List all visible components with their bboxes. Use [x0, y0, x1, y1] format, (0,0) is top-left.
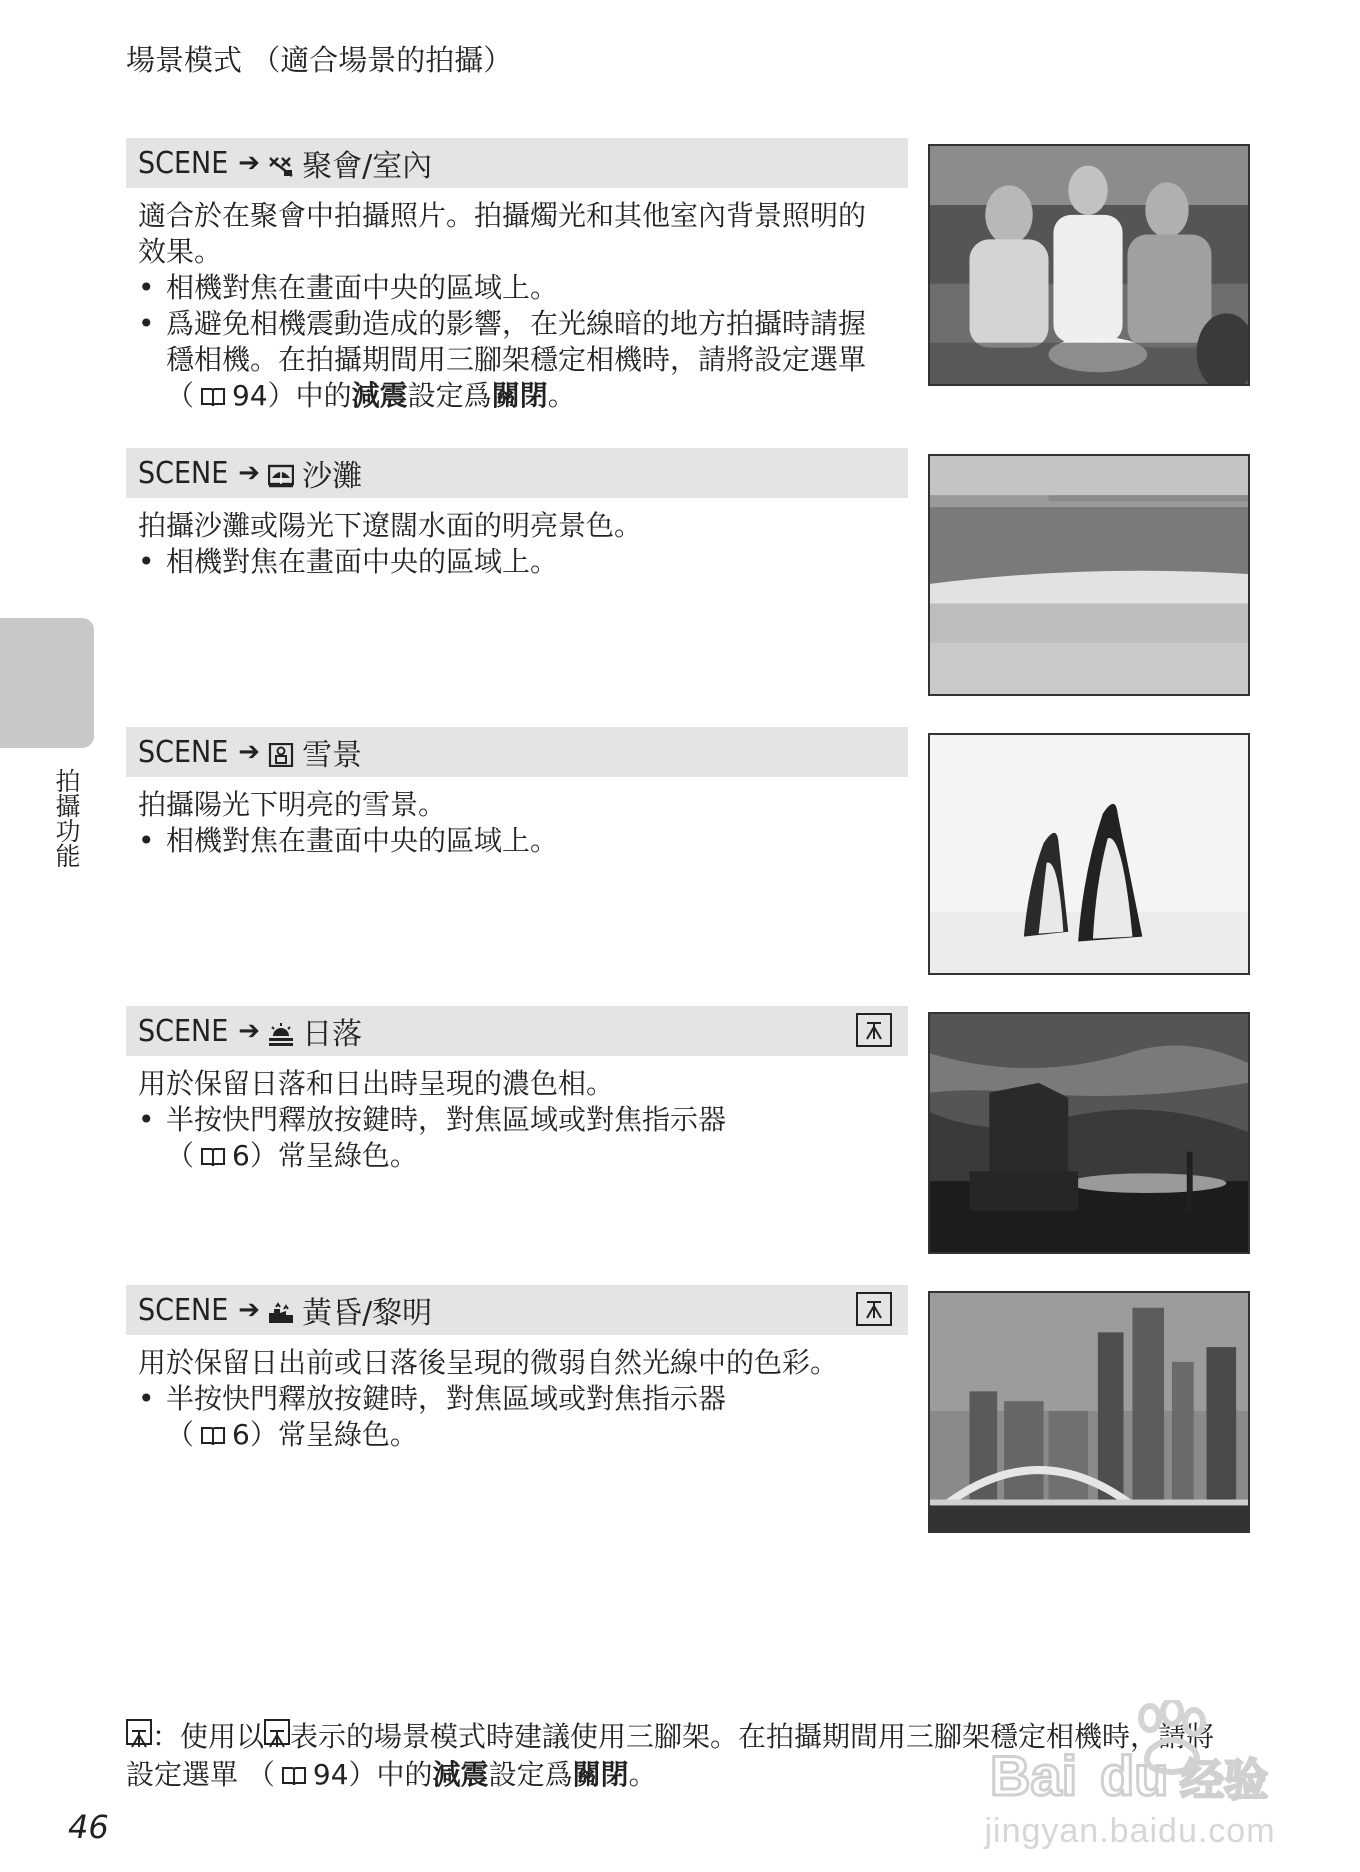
scene-intro: 適合於在聚會中拍攝照片。拍攝燭光和其他室內背景照明的效果。: [138, 199, 867, 268]
sample-photo-party: [928, 144, 1250, 386]
list-item: • 爲避免相機震動造成的影響，在光線暗的地方拍攝時請握穩相機。在拍攝期間用三腳架穩定相機時，請將設定選單 （ 94）中的減震設定爲關閉。: [138, 306, 878, 414]
side-tab-label: 拍攝功能: [52, 768, 81, 868]
list-item: • 相機對焦在畫面中央的區域上。: [138, 544, 878, 580]
scene-header: [126, 448, 908, 498]
page-title: 場景模式 （適合場景的拍攝）: [126, 43, 513, 77]
arrow-icon: ➔: [238, 1295, 261, 1325]
scene-section-party: [126, 138, 1252, 414]
scene-intro: 用於保留日出前或日落後呈現的微弱自然光線中的色彩。: [138, 1346, 839, 1379]
watermark-url: jingyan.baidu.com: [984, 1812, 1276, 1850]
beach-icon: [268, 461, 294, 485]
scene-header: [126, 727, 908, 777]
scene-section-dusk: [126, 1285, 1252, 1453]
tripod-icon: [856, 1292, 892, 1326]
scene-section-sunset: [126, 1006, 1252, 1174]
scene-code: SCENE: [138, 1013, 229, 1049]
snow-icon: [268, 740, 294, 764]
sample-photo-sunset: [928, 1012, 1250, 1254]
scene-description: [138, 787, 878, 859]
sunset-icon: [268, 1019, 294, 1043]
scene-name: 日落: [302, 1017, 363, 1052]
baidu-logo-icon: [980, 1700, 1280, 1810]
tripod-icon: [264, 1719, 290, 1745]
scene-description: [138, 198, 878, 414]
scene-header: [126, 138, 908, 188]
scene-code: SCENE: [138, 145, 229, 181]
book-icon: [281, 1759, 307, 1781]
scene-code: SCENE: [138, 1292, 229, 1328]
scene-description: [138, 1345, 878, 1453]
dusk-icon: [268, 1298, 294, 1322]
arrow-icon: ➔: [238, 458, 261, 488]
list-item: • 相機對焦在畫面中央的區域上。: [138, 270, 878, 306]
scene-header: [126, 1285, 908, 1335]
book-icon: [200, 1141, 226, 1163]
footnote: ：使用以 表示的場景模式時建議使用三腳架。在拍攝期間用三腳架穩定相機時，請將設定選單 （ 94）中的減震設定爲關閉。: [126, 1720, 1215, 1791]
scene-description: [138, 1066, 878, 1174]
arrow-icon: ➔: [238, 148, 261, 178]
scene-section-beach: [126, 448, 1252, 580]
scene-header: [126, 1006, 908, 1056]
scene-intro: 用於保留日落和日出時呈現的濃色相。: [138, 1067, 615, 1100]
scene-intro: 拍攝陽光下明亮的雪景。: [138, 788, 447, 821]
party-icon: [268, 151, 294, 175]
svg-text:经验: 经验: [1180, 1755, 1268, 1806]
tripod-icon: [126, 1719, 152, 1745]
list-item: • 半按快門釋放按鍵時，對焦區域或對焦指示器 （ 6）常呈綠色。: [138, 1102, 878, 1174]
scene-code: SCENE: [138, 455, 229, 491]
arrow-icon: ➔: [238, 737, 261, 767]
arrow-icon: ➔: [238, 1016, 261, 1046]
baidu-watermark: [980, 1700, 1280, 1870]
book-icon: [200, 1420, 226, 1442]
page-number: 46: [68, 1808, 109, 1846]
sample-photo-beach: [928, 454, 1250, 696]
svg-text:Bai: Bai: [990, 1744, 1078, 1807]
scene-intro: 拍攝沙灘或陽光下遼闊水面的明亮景色。: [138, 509, 643, 542]
book-icon: [200, 381, 226, 403]
scene-name: 聚會/室內: [302, 149, 433, 184]
sample-photo-dusk: [928, 1291, 1250, 1533]
svg-text:du: du: [1100, 1744, 1169, 1807]
scene-name: 雪景: [302, 738, 363, 773]
scene-name: 沙灘: [302, 459, 363, 494]
list-item: • 相機對焦在畫面中央的區域上。: [138, 823, 878, 859]
scene-name: 黃昏/黎明: [302, 1296, 433, 1331]
tripod-icon: [856, 1013, 892, 1047]
scene-section-snow: [126, 727, 1252, 859]
sample-photo-snow: [928, 733, 1250, 975]
scene-description: [138, 508, 878, 580]
list-item: • 半按快門釋放按鍵時，對焦區域或對焦指示器 （ 6）常呈綠色。: [138, 1381, 878, 1453]
side-tab: [0, 618, 94, 748]
scene-code: SCENE: [138, 734, 229, 770]
